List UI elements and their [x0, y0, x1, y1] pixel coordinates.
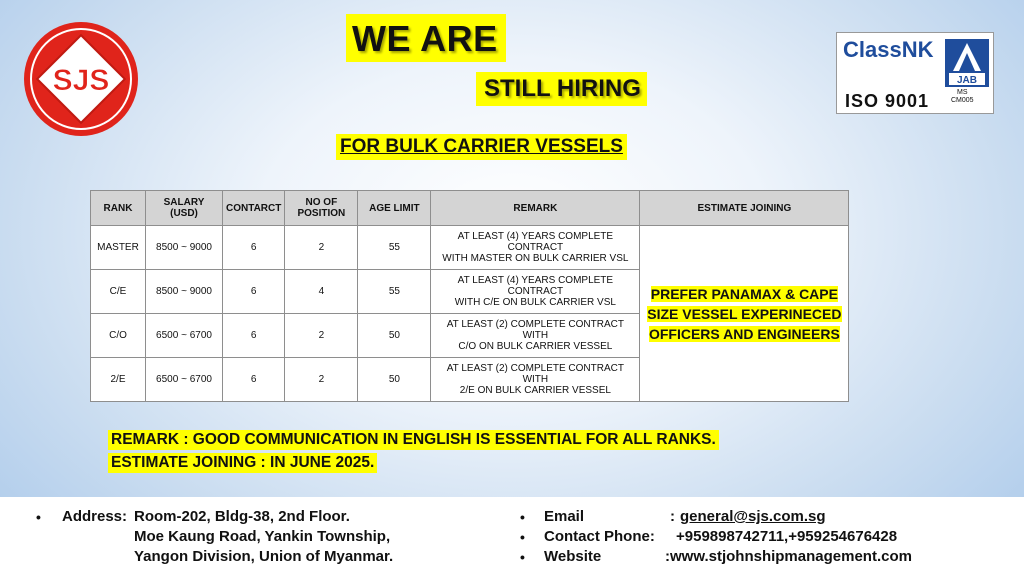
- table-row: [91, 226, 849, 270]
- age-cell: 50: [358, 358, 431, 402]
- col-contract: CONTARCT: [223, 191, 285, 226]
- email-link[interactable]: general@sjs.com.sg: [680, 508, 826, 525]
- classnk-iso-badge: [836, 32, 994, 114]
- headline-still-hiring: STILL HIRING: [476, 72, 647, 106]
- salary-cell: 6500 ~ 6700: [146, 314, 223, 358]
- estimate-joining-cell: PREFER PANAMAX & CAPE SIZE VESSEL EXPERINECED OFFICERS AND ENGINEERS: [640, 226, 849, 402]
- positions-cell: 2: [285, 358, 358, 402]
- bullet-icon: •: [520, 529, 525, 545]
- positions-cell: 4: [285, 270, 358, 314]
- headline-we-are: WE ARE: [346, 14, 506, 62]
- col-positions: NO OF POSITION: [285, 191, 358, 226]
- remark-cell: AT LEAST (2) COMPLETE CONTRACT WITH 2/E ON BULK CARRIER VESSEL: [431, 358, 640, 402]
- positions-cell: 2: [285, 314, 358, 358]
- ms-code: MS CM005: [951, 89, 974, 104]
- rank-cell: 2/E: [91, 358, 146, 402]
- contract-cell: 6: [223, 226, 285, 270]
- col-age-limit: AGE LIMIT: [358, 191, 431, 226]
- address-label: Address:: [62, 508, 128, 525]
- table-header-row: [91, 191, 849, 226]
- remark-cell: AT LEAST (4) YEARS COMPLETE CONTRACT WITH C/E ON BULK CARRIER VSL: [431, 270, 640, 314]
- logo-text: SJS: [52, 64, 110, 97]
- remark-joining-date: ESTIMATE JOINING : IN JUNE 2025.: [108, 453, 377, 473]
- col-salary: SALARY (USD): [146, 191, 223, 226]
- phone-numbers: +959898742711,+959254676428: [676, 528, 898, 545]
- website-link[interactable]: :www.stjohnshipmanagement.com: [665, 548, 912, 565]
- contact-footer: [0, 497, 1024, 576]
- salary-cell: 8500 ~ 9000: [146, 270, 223, 314]
- subtitle: FOR BULK CARRIER VESSELS: [336, 134, 627, 160]
- address-line-1: Room-202, Bldg-38, 2nd Floor.: [134, 508, 350, 525]
- col-rank: RANK: [91, 191, 146, 226]
- positions-cell: 2: [285, 226, 358, 270]
- rank-cell: C/O: [91, 314, 146, 358]
- salary-cell: 6500 ~ 6700: [146, 358, 223, 402]
- vacancy-table: [90, 190, 849, 402]
- website-label: Website: [544, 548, 602, 565]
- remark-cell: AT LEAST (4) YEARS COMPLETE CONTRACT WITH MASTER ON BULK CARRIER VSL: [431, 226, 640, 270]
- contract-cell: 6: [223, 314, 285, 358]
- age-cell: 55: [358, 226, 431, 270]
- jab-mark-icon: [945, 39, 989, 87]
- jab-text: JAB: [956, 75, 978, 86]
- phone-label: Contact Phone:: [544, 528, 655, 545]
- age-cell: 55: [358, 270, 431, 314]
- email-label: Email: [544, 508, 585, 525]
- sjs-logo: [22, 20, 140, 138]
- contract-cell: 6: [223, 270, 285, 314]
- bullet-icon: •: [520, 509, 525, 525]
- rank-cell: C/E: [91, 270, 146, 314]
- age-cell: 50: [358, 314, 431, 358]
- contract-cell: 6: [223, 358, 285, 402]
- remark-communication: REMARK : GOOD COMMUNICATION IN ENGLISH IS ESSENTIAL FOR ALL RANKS.: [108, 430, 719, 450]
- address-line-3: Yangon Division, Union of Myanmar.: [134, 548, 394, 565]
- rank-cell: MASTER: [91, 226, 146, 270]
- salary-cell: 8500 ~ 9000: [146, 226, 223, 270]
- iso-9001-label: ISO 9001: [845, 91, 930, 111]
- email-separator: :: [670, 508, 675, 525]
- col-remark: REMARK: [431, 191, 640, 226]
- remark-cell: AT LEAST (2) COMPLETE CONTRACT WITH C/O ON BULK CARRIER VESSEL: [431, 314, 640, 358]
- classnk-wordmark: ClassNK: [843, 37, 934, 62]
- col-estimate-joining: ESTIMATE JOINING: [640, 191, 849, 226]
- address-line-2: Moe Kaung Road, Yankin Township,: [134, 528, 391, 545]
- general-remarks: [108, 430, 719, 476]
- bullet-icon: •: [520, 549, 525, 565]
- bullet-icon: •: [36, 509, 41, 525]
